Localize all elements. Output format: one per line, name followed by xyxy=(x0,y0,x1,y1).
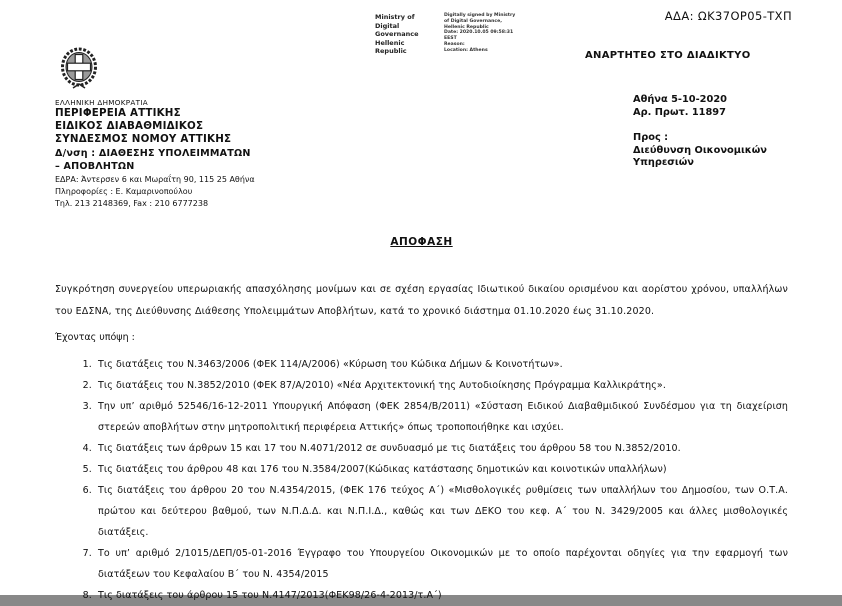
reference-block xyxy=(633,94,767,170)
coat-of-arms-icon xyxy=(59,46,99,92)
signature-detail-line: Digitally signed by Ministry xyxy=(444,13,516,18)
decision-title: ΑΠΟΦΑΣΗ xyxy=(390,236,453,248)
signature-detail-line: Hellenic Republic xyxy=(444,24,489,30)
legal-basis-item: 8. Τις διατάξεις του άρθρου 15 του Ν.4147/2013(ΦΕΚ98/26-4-2013/τ.Α΄) xyxy=(95,585,788,606)
letterhead-contact: Πληροφορίες : Ε. Καμαρινοπούλου xyxy=(55,187,193,197)
legal-basis-list xyxy=(55,354,788,606)
decision-body xyxy=(55,236,788,606)
signature-detail-line: EEST xyxy=(444,36,457,42)
legal-basis-item: 4. Τις διατάξεις των άρθρων 15 και 17 του Ν.4071/2012 σε συνδυασμό με τις διατάξεις του άρθρου 58 του Ν.3852/2010. xyxy=(95,438,788,459)
to-label: Προς : xyxy=(633,132,669,143)
signature-authority-line: Hellenic Republic xyxy=(375,38,407,55)
letterhead-phone-fax: Τηλ. 213 2148369, Fax : 210 6777238 xyxy=(55,199,209,209)
signature-authority xyxy=(375,13,437,56)
signature-authority-line: Governance xyxy=(375,30,419,38)
legal-basis-item: 2. Τις διατάξεις του Ν.3852/2010 (ΦΕΚ 87/Α/2010) «Νέα Αρχιτεκτονική της Αυτοδιοίκησης Πρόγραμμα Καλλικράτης». xyxy=(95,375,788,396)
ada-code: ΑΔΑ: ΩΚ37ΟΡ05-ΤΧΠ xyxy=(664,9,792,23)
signature-authority-line: Ministry of Digital xyxy=(375,13,415,30)
protocol-number: Αρ. Πρωτ. 11897 xyxy=(633,106,726,118)
city-date: Αθήνα 5-10-2020 xyxy=(633,94,727,105)
having-regard-label: Έχοντας υπόψη : xyxy=(55,332,135,343)
org-name-line: ΠΕΡΙΦΕΡΕΙΑ ΑΤΤΙΚΗΣ xyxy=(55,107,181,119)
internet-posting-label: ΑΝΑΡΤΗΤΕΟ ΣΤΟ ΔΙΑΔΙΚΤΥΟ xyxy=(585,50,751,61)
org-name-line: ΕΙΔΙΚΟΣ ΔΙΑΒΑΘΜΙΔΙΚΟΣ xyxy=(55,120,204,133)
letterhead xyxy=(55,46,355,209)
signature-detail-line: of Digital Governance, xyxy=(444,18,503,24)
hellenic-republic-label: ΕΛΛΗΝΙΚΗ ΔΗΜΟΚΡΑΤΙΑ xyxy=(55,98,148,107)
signature-detail-line: Location: Athens xyxy=(444,47,488,53)
signature-detail-line: Date: 2020.10.05 09:58:31 xyxy=(444,30,514,36)
letterhead-address: ΕΔΡΑ: Άντερσεν 6 και Μωραΐτη 90, 115 25 Αθήνα xyxy=(55,175,255,185)
legal-basis-item: 3. Την υπ’ αριθμό 52546/16-12-2011 Υπουργική Απόφαση (ΦΕΚ 2854/Β/2011) «Σύσταση Ειδικού Διαβαθμιδικού Συνδέσμου για τη διαχείριση στερεών αποβλήτων στην μητροπολιτική περιφέρεια Αττικής» όπως τροποποιήθηκε και ισχύει. xyxy=(95,396,788,438)
recipient-line: Υπηρεσιών xyxy=(633,157,694,168)
directorate-line: Δ/νση : ΔΙΑΘΕΣΗΣ ΥΠΟΛΕΙΜΜΑΤΩΝ xyxy=(55,147,251,159)
legal-basis-item: 7. Το υπ’ αριθμό 2/1015/ΔΕΠ/05-01-2016 Έγγραφο του Υπουργείου Οικονομικών με το οποίο παρέχονται οδηγίες για την εφαρμογή των διατάξεων του Κεφαλαίου Β΄ του Ν. 4354/2015 xyxy=(95,543,788,585)
recipient-line: Διεύθυνση Οικονομικών xyxy=(633,144,767,156)
spacer xyxy=(633,119,767,132)
signature-details xyxy=(444,13,554,56)
legal-basis-item: 6. Τις διατάξεις του άρθρου 20 του Ν.4354/2015, (ΦΕΚ 176 τεύχος Α΄) «Μισθολογικές ρυθμίσεις των υπαλλήλων του Δημοσίου, των Ο.Τ.Α. πρώτου και δεύτερου βαθμού, των Ν.Π.Δ.Δ. και Ν.Π.Ι.Δ., καθώς και των ΔΕΚΟ του κεφ. Α΄ του Ν. 3429/2005 και άλλες μισθολογικές διατάξεις. xyxy=(95,480,788,543)
directorate-line: – ΑΠΟΒΛΗΤΩΝ xyxy=(55,160,135,172)
legal-basis-item: 5. Τις διατάξεις του άρθρου 48 και 176 του Ν.3584/2007(Κώδικας κατάστασης δημοτικών και κοινοτικών υπαλλήλων) xyxy=(95,459,788,480)
legal-basis-item: 1. Τις διατάξεις του Ν.3463/2006 (ΦΕΚ 114/Α/2006) «Κύρωση του Κώδικα Δήμων & Κοινοτήτων». xyxy=(95,354,788,375)
decision-subject: Συγκρότηση συνεργείου υπερωριακής απασχόλησης μονίμων και σε σχέση εργασίας Ιδιωτικού δικαίου ορισμένου και αορίστου χρόνου, υπαλλήλων του ΕΔΣΝΑ, της Διεύθυνσης Διάθεσης Υπολειμμάτων Αποβλήτων, κατά το χρονικό διάστημα 01.10.2020 έως 31.10.2020. xyxy=(55,284,788,317)
signature-detail-line: Reason: xyxy=(444,41,465,47)
org-name-line: ΣΥΝΔΕΣΜΟΣ ΝΟΜΟΥ ΑΤΤΙΚΗΣ xyxy=(55,133,232,146)
digital-signature-stamp xyxy=(375,13,554,56)
